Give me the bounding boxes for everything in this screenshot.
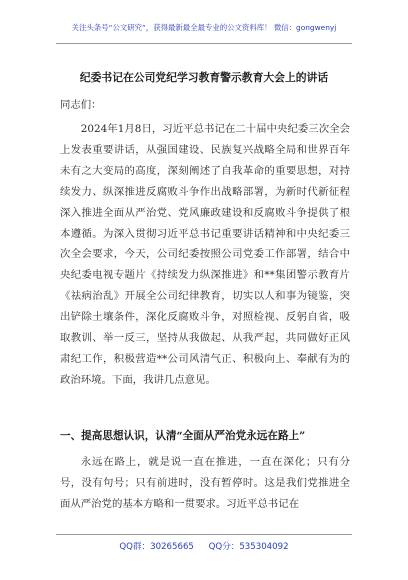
greeting: 同志们：: [60, 99, 102, 111]
footer-qq-number: QQ分：535304092: [208, 542, 289, 552]
body-paragraph: 永远在路上，就是说一直在推进，一直在深化；只有分号，没有句号；只有前进时，没有暂停时。这是我们党推进全面从严治党的基本方略和一贯要求。习近平总书记在: [60, 456, 350, 510]
section-heading: 一、提高思想认识，认清“全面从严治党永远在路上”: [60, 430, 306, 442]
header-divider: [56, 43, 352, 44]
footer: [0, 540, 408, 552]
top-banner: 关注头条号“公文研究”，获得最新最全最专业的公文资料库！ 微信：gongwenyj: [71, 23, 337, 32]
footer-qq-group: QQ群：30265665: [119, 542, 194, 552]
footer-divider: [56, 534, 352, 535]
document-title: 纪委书记在公司党纪学习教育警示教育大会上的讲话: [79, 71, 329, 84]
body-paragraph: 2024年1月8日，习近平总书记在二十届中央纪委三次全会上发表重要讲话，从强国建设、民族复兴战略全局和世界百年未有之大变局的高度，深刻阐述了自我革命的重要思想，对持续发力、纵深推进反腐败斗争作出战略部署，为新时代新征程深入推进全面从严治党、党风廉政建设和反腐败斗争提供了根本遵循。为深入贯彻习近平总书记重要讲话精神和中央纪委三次全会要求，今天，公司纪委按照公司党委工作部署，结合中央纪委电视专题片《持续发力纵深推进》和**集团警示教育片《祛病治乱》开展全公司纪律教育，切实以人和事为镜鉴，突出铲除土壤条件，深化反腐败斗争，对照检视、反躬自省，吸取教训、举一反三，坚持从我做起、从我严起，共同做好正风肃纪工作，积极营造**公司风清气正、积极向上、奉献有为的政治环境。下面，我讲几点意见。: [60, 123, 350, 386]
